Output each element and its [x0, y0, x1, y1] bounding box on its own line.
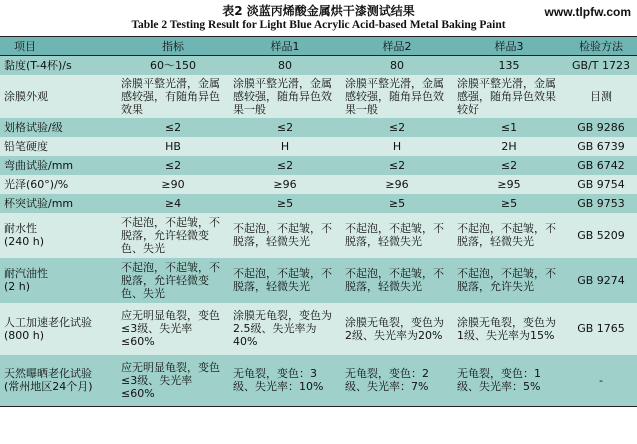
site-watermark: www.tlpfw.com — [544, 5, 631, 19]
row-spec-value: ≥90 — [117, 175, 229, 194]
row-test-method: GB/T 1723 — [565, 56, 637, 75]
row-sample-3-value: 135 — [453, 56, 565, 75]
row-sample-1-value: 不起泡，不起皱，不脱落，轻微失光 — [229, 213, 341, 258]
row-test-method: GB 6739 — [565, 137, 637, 156]
row-item-label: 涂膜外观 — [0, 75, 117, 118]
row-sample-2-value: 不起泡，不起皱，不脱落，轻微失光 — [341, 258, 453, 303]
table-header-row — [0, 37, 637, 56]
header-sample-3: 样品3 — [453, 37, 565, 56]
row-item-label: 人工加速老化试验 (800 h) — [0, 303, 117, 355]
row-spec-value: 不起泡，不起皱，不脱落，允许轻微变色、失光 — [117, 213, 229, 258]
row-spec-value: 60～150 — [117, 56, 229, 75]
row-sample-3-value: 涂膜无龟裂，变色为1级、失光率为15% — [453, 303, 565, 355]
table-row — [0, 194, 637, 213]
row-item-label: 铅笔硬度 — [0, 137, 117, 156]
header-item: 项目 — [0, 37, 117, 56]
row-spec-value: 应无明显龟裂，变色≤3级、失光率≤60% — [117, 303, 229, 355]
row-test-method: GB 6742 — [565, 156, 637, 175]
header-sample-1: 样品1 — [229, 37, 341, 56]
row-item-label: 弯曲试验/mm — [0, 156, 117, 175]
row-item-label: 划格试验/级 — [0, 118, 117, 137]
table-row — [0, 156, 637, 175]
row-item-label: 杯突试验/mm — [0, 194, 117, 213]
row-spec-value: ≤2 — [117, 156, 229, 175]
row-sample-2-value: ≥96 — [341, 175, 453, 194]
table-title-chinese: 表2 淡蓝丙烯酸金属烘干漆测试结果 — [222, 4, 415, 18]
row-item-label: 耐水性 (240 h) — [0, 213, 117, 258]
row-sample-3-value: 不起泡，不起皱，不脱落，允许失光 — [453, 258, 565, 303]
table-row — [0, 75, 637, 118]
row-test-method: GB 5209 — [565, 213, 637, 258]
table-row — [0, 56, 637, 75]
table-row — [0, 118, 637, 137]
row-sample-3-value: 2H — [453, 137, 565, 156]
row-item-label: 耐汽油性 (2 h) — [0, 258, 117, 303]
row-test-method: - — [565, 355, 637, 407]
row-test-method: GB 9753 — [565, 194, 637, 213]
row-sample-3-value: 不起泡，不起皱，不脱落，轻微失光 — [453, 213, 565, 258]
row-sample-2-value: ≤2 — [341, 118, 453, 137]
row-item-label: 黏度(T-4杯)/s — [0, 56, 117, 75]
row-sample-1-value: ≤2 — [229, 118, 341, 137]
row-sample-3-value: ≤1 — [453, 118, 565, 137]
row-test-method: GB 9286 — [565, 118, 637, 137]
row-spec-value: ≥4 — [117, 194, 229, 213]
header-spec: 指标 — [117, 37, 229, 56]
header-sample-2: 样品2 — [341, 37, 453, 56]
row-spec-value: 不起泡，不起皱，不脱落，允许轻微变色、失光 — [117, 258, 229, 303]
row-sample-3-value: ≥95 — [453, 175, 565, 194]
row-sample-3-value: 无龟裂，变色：1级、失光率：5% — [453, 355, 565, 407]
row-sample-2-value: ≥5 — [341, 194, 453, 213]
row-sample-2-value: 不起泡，不起皱，不脱落，轻微失光 — [341, 213, 453, 258]
header-test-method: 检验方法 — [565, 37, 637, 56]
row-sample-1-value: 涂膜无龟裂，变色为2.5级、失光率为40% — [229, 303, 341, 355]
table-row — [0, 303, 637, 355]
row-item-label: 光泽(60°)/% — [0, 175, 117, 194]
row-sample-2-value: 涂膜平整光滑，金属感较强，随角异色效果一般 — [341, 75, 453, 118]
table-row — [0, 137, 637, 156]
row-sample-1-value: ≥96 — [229, 175, 341, 194]
row-spec-value: 涂膜平整光滑，金属感较强，有随角异色效果 — [117, 75, 229, 118]
row-spec-value: 应无明显龟裂，变色≤3级、失光率≤60% — [117, 355, 229, 407]
row-sample-1-value: H — [229, 137, 341, 156]
table-row — [0, 355, 637, 407]
test-results-table — [0, 36, 637, 407]
row-sample-1-value: ≤2 — [229, 156, 341, 175]
row-test-method: 目测 — [565, 75, 637, 118]
row-sample-3-value: ≤2 — [453, 156, 565, 175]
table-row — [0, 175, 637, 194]
row-sample-3-value: 涂膜平整光滑，金属感强，随角异色效果较好 — [453, 75, 565, 118]
row-sample-2-value: 涂膜无龟裂，变色为2级、失光率为20% — [341, 303, 453, 355]
table-body — [0, 56, 637, 407]
table-row — [0, 213, 637, 258]
row-spec-value: HB — [117, 137, 229, 156]
row-sample-2-value: H — [341, 137, 453, 156]
row-sample-2-value: 无龟裂，变色：2级、失光率：7% — [341, 355, 453, 407]
row-test-method: GB 1765 — [565, 303, 637, 355]
row-sample-1-value: 涂膜平整光滑，金属感较强，随角异色效果一般 — [229, 75, 341, 118]
table-title-english: Table 2 Testing Result for Light Blue Acrylic Acid-based Metal Baking Paint — [131, 19, 506, 31]
row-spec-value: ≤2 — [117, 118, 229, 137]
row-sample-1-value: 无龟裂，变色：3级、失光率：10% — [229, 355, 341, 407]
row-test-method: GB 9754 — [565, 175, 637, 194]
row-sample-2-value: ≤2 — [341, 156, 453, 175]
row-item-label: 天然曝晒老化试验 (常州地区24个月) — [0, 355, 117, 407]
row-sample-1-value: ≥5 — [229, 194, 341, 213]
table-row — [0, 258, 637, 303]
row-sample-1-value: 80 — [229, 56, 341, 75]
row-sample-1-value: 不起泡，不起皱，不脱落，轻微失光 — [229, 258, 341, 303]
row-sample-2-value: 80 — [341, 56, 453, 75]
row-test-method: GB 9274 — [565, 258, 637, 303]
row-sample-3-value: ≥5 — [453, 194, 565, 213]
